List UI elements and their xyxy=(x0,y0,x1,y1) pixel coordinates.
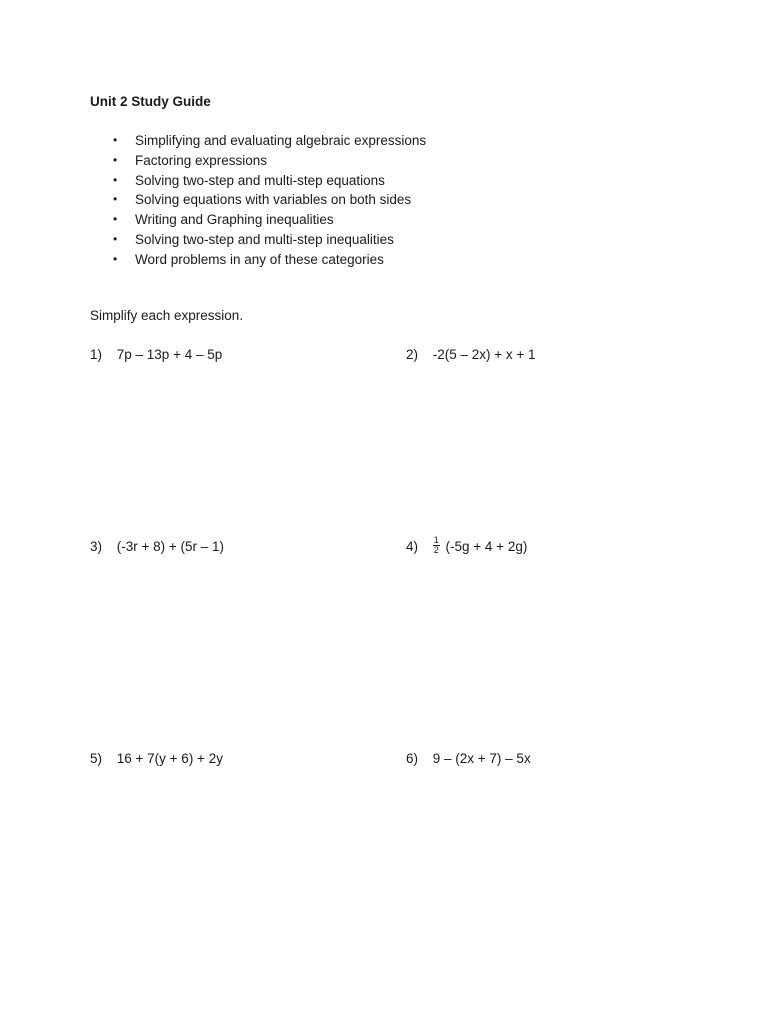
bullet-icon: • xyxy=(113,133,118,147)
problem-expression: (-3r + 8) + (5r – 1) xyxy=(116,539,225,554)
bullet-icon: • xyxy=(113,152,118,167)
problem-number: 5) xyxy=(90,751,103,766)
instructions-text: Simplify each expression. xyxy=(90,308,244,323)
topic-text: Simplifying and evaluating algebraic expressions xyxy=(135,133,427,148)
problem-2 xyxy=(406,345,536,365)
bullet-icon: • xyxy=(113,192,118,207)
problem-number: 4) xyxy=(406,539,419,554)
bullet-icon: • xyxy=(113,251,118,266)
problem-number: 3) xyxy=(90,539,103,554)
topic-text: Solving equations with variables on both sides xyxy=(135,192,412,208)
bullet-icon: • xyxy=(113,212,118,227)
problem-6 xyxy=(406,749,531,769)
problem-4 xyxy=(406,534,528,557)
problem-number: 2) xyxy=(406,347,419,362)
problem-expression: (-5g + 4 + 2g) xyxy=(445,539,528,554)
list-item xyxy=(90,190,426,210)
list-item xyxy=(90,210,426,230)
fraction-numerator: 1 xyxy=(433,534,439,545)
list-item xyxy=(90,250,426,270)
problem-3 xyxy=(90,537,224,557)
list-item xyxy=(90,171,426,191)
list-item xyxy=(90,131,426,151)
bullet-icon: • xyxy=(113,172,118,187)
list-item xyxy=(90,151,426,171)
problem-5 xyxy=(90,749,223,769)
problem-expression: 7p – 13p + 4 – 5p xyxy=(116,347,223,362)
page-title: Unit 2 Study Guide xyxy=(90,94,211,109)
topic-text: Factoring expressions xyxy=(135,152,268,168)
fraction-one-half xyxy=(433,536,440,555)
problem-1 xyxy=(90,345,222,365)
topic-text: Solving two-step and multi-step equations xyxy=(135,172,385,188)
list-item xyxy=(90,230,426,250)
problem-expression: -2(5 – 2x) + x + 1 xyxy=(432,347,536,362)
topic-text: Word problems in any of these categories xyxy=(135,251,384,267)
topic-text: Solving two-step and multi-step inequalities xyxy=(135,231,394,247)
fraction-denominator: 2 xyxy=(433,544,439,555)
topic-list xyxy=(90,131,426,270)
problem-expression: 9 – (2x + 7) – 5x xyxy=(432,751,531,766)
problem-number: 1) xyxy=(90,347,103,362)
problem-expression: 16 + 7(y + 6) + 2y xyxy=(116,751,223,766)
bullet-icon: • xyxy=(113,231,118,246)
topic-text: Writing and Graphing inequalities xyxy=(135,212,334,228)
problem-number: 6) xyxy=(406,751,419,766)
